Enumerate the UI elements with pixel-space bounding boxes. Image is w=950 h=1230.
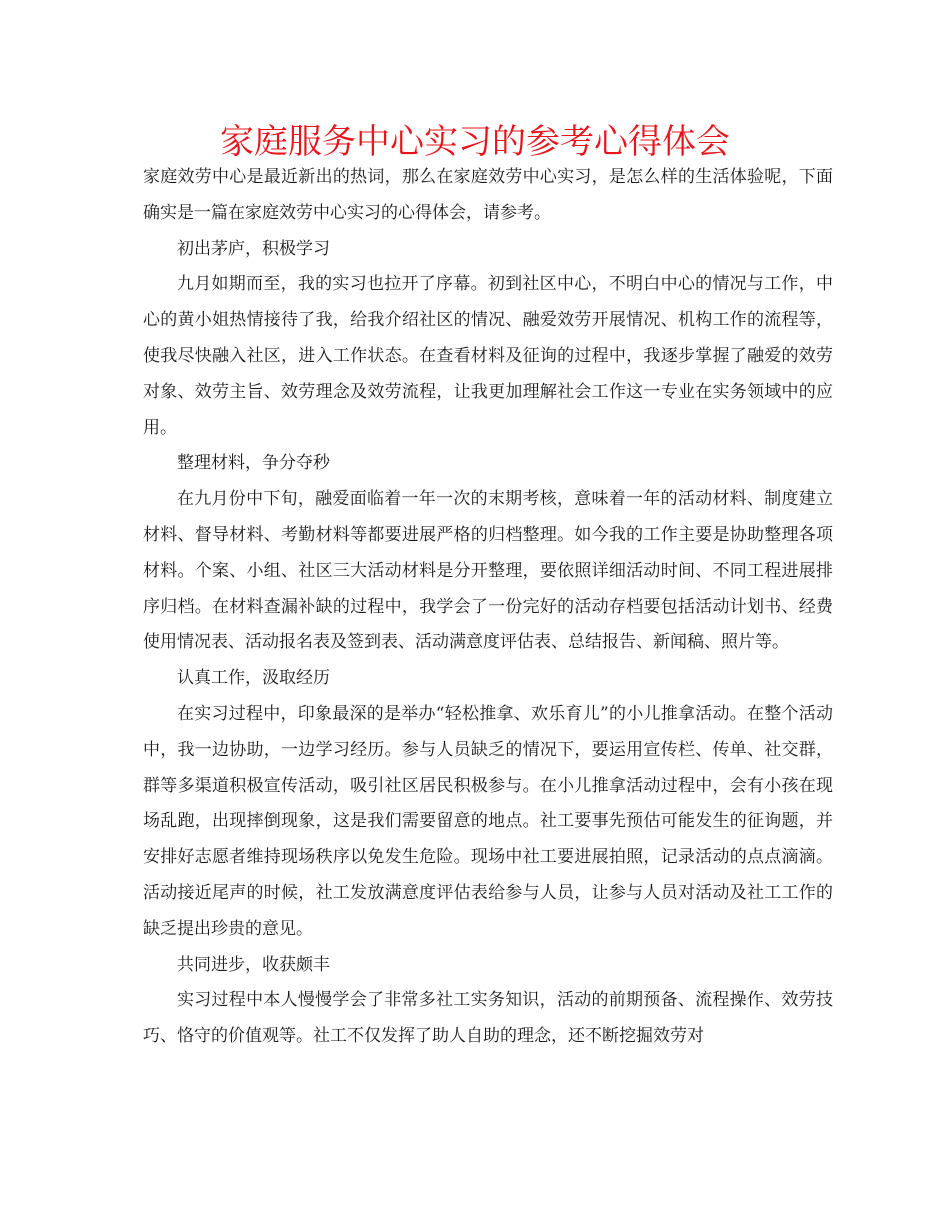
- section-heading: 整理材料，争分夺秒: [177, 453, 330, 474]
- section-heading: 认真工作，汲取经历: [177, 668, 330, 689]
- section-paragraph: 九月如期而至，我的实习也拉开了序幕。初到社区中心，不明白中心的情况与工作，中心的黄小姐热情接待了我，给我介绍社区的情况、融爱效劳开展情况、机构工作的流程等，使我尽快融入社区，进入工作状态。在查看材料及征询的过程中，我逐步掌握了融爱的效劳对象、效劳主旨、效劳理念及效劳流程，让我更加理解社会工作这一专业在实务领域中的应用。: [143, 274, 833, 438]
- section-paragraph: 在九月份中下旬，融爱面临着一年一次的末期考核，意味着一年的活动材料、制度建立材料、督导材料、考勤材料等都要进展严格的归档整理。如今我的工作主要是协助整理各项材料。个案、小组、社区三大活动材料是分开整理，要依照详细活动时间、不同工程进展排序归档。在材料查漏补缺的过程中，我学会了一份完好的活动存档要包括活动计划书、经费使用情况表、活动报名表及签到表、活动满意度评估表、总结报告、新闻稿、照片等。: [143, 489, 833, 653]
- section-paragraph: 实习过程中本人慢慢学会了非常多社工实务知识，活动的前期预备、流程操作、效劳技巧、恪守的价值观等。社工不仅发挥了助人自助的理念，还不断挖掘效劳对: [143, 990, 833, 1047]
- section-paragraph: 在实习过程中，印象最深的是举办“轻松推拿、欢乐育儿”的小儿推拿活动。在整个活动中，我一边协助，一边学习经历。参与人员缺乏的情况下，要运用宣传栏、传单、社交群，群等多渠道积极宣传活动，吸引社区居民积极参与。在小儿推拿活动过程中，会有小孩在现场乱跑，出现摔倒现象，这是我们需要留意的地点。社工要事先预估可能发生的征询题，并安排好志愿者维持现场秩序以免发生危险。现场中社工要进展拍照，记录活动的点点滴滴。活动接近尾声的时候，社工发放满意度评估表给参与人员，让参与人员对活动及社工工作的缺乏提出珍贵的意见。: [143, 703, 833, 939]
- section-heading: 初出茅庐，积极学习: [177, 238, 330, 259]
- document-title: 家庭服务中心实习的参考心得体会: [220, 122, 730, 162]
- intro-paragraph: 家庭效劳中心是最近新出的热词，那么在家庭效劳中心实习，是怎么样的生活体验呢，下面确实是一篇在家庭效劳中心实习的心得体会，请参考。: [143, 167, 833, 223]
- document-body: [143, 160, 833, 1055]
- section-heading: 共同进步，收获颇丰: [177, 954, 330, 975]
